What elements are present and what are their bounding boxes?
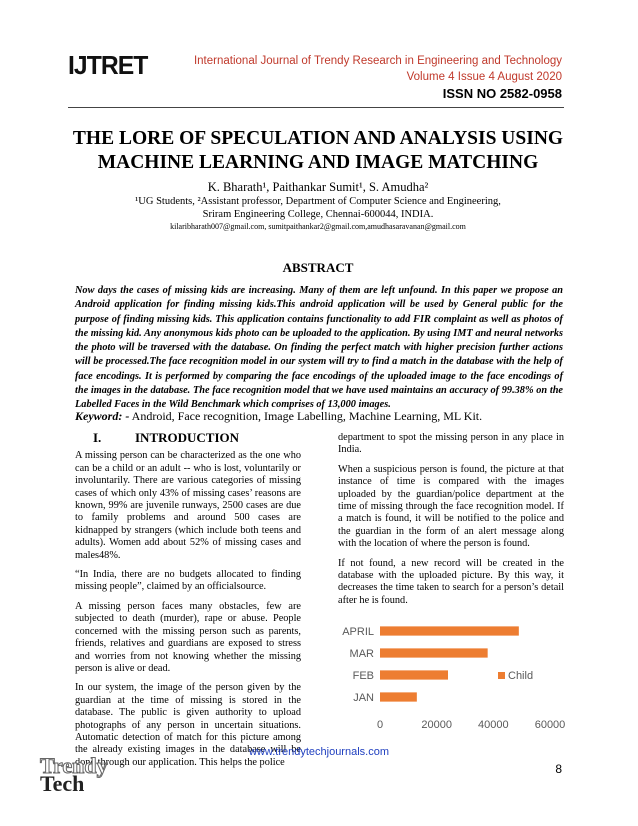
x-tick-label: 60000	[534, 719, 566, 731]
logo-word-trendy: Trendy	[40, 753, 108, 778]
author-emails: kilaribharath007@gmail.com, sumitpaithankar2@gmail.com,amudhasaravanan@gmail.com	[170, 222, 466, 231]
missing-cases-bar-chart	[340, 616, 570, 736]
legend-swatch-child	[498, 672, 505, 679]
category-label-feb: FEB	[352, 670, 374, 682]
affiliation-line-1: ¹UG Students, ²Assistant professor, Department of Computer Science and Engineering,	[135, 196, 501, 207]
category-label-jan: JAN	[353, 692, 374, 704]
paragraph: When a suspicious person is found, the picture at that instance of time is compared with the images uploaded by the guardian/police department at the time of missing through the face recognition model. If a match is found, it will be notified to the police and the guardian in the form of an alert message along with the location of where the person is found.	[338, 463, 564, 550]
bar-april	[380, 626, 519, 635]
x-tick-label: 20000	[421, 719, 452, 731]
journal-logo: IJTRET	[68, 50, 148, 80]
paragraph: “In India, there are no budgets allocated to finding missing people”, claimed by an officialsource.	[75, 569, 301, 593]
affiliation-line-2: Sriram Engineering College, Chennai-600044, INDIA.	[202, 209, 434, 220]
keyword-label: Keyword: -	[75, 409, 130, 423]
category-label-mar: MAR	[349, 648, 374, 660]
section-heading	[75, 432, 301, 444]
left-column	[75, 432, 301, 776]
paragraph: If not found, a new record will be created in the database with the uploaded picture. By this way, it decreases the time taken to search for a person’s detail after he is found.	[338, 557, 564, 606]
journal-name: International Journal of Trendy Research in Engineering and Technology	[193, 55, 562, 67]
paper-title	[68, 127, 568, 175]
bar-jan	[380, 692, 417, 701]
trendy-tech-logo	[40, 753, 108, 796]
paragraph: department to spot the missing person in any place in India.	[338, 432, 564, 456]
volume-issue: Volume 4 Issue 4 August 2020	[406, 71, 562, 83]
page-number: 8	[555, 762, 562, 776]
x-tick-label: 40000	[478, 719, 509, 731]
abstract-text: Now days the cases of missing kids are increasing. Many of them are left unfound. In this paper we propose an Android application for finding missing kids.This android application will be used by General public for the purpose of finding missing kids. This application contains functionality to add FIR complaint as well as photos of the missing kid. Any anonymous kids photo can be uploaded to the application. By using IMT and neural networks the photo will be traversed with the database. On finding the perfect match with higher precision further actions will be processed.The face recognition model in our system will try to find a match in the database with the help of face encodings. It is performed by comparing the face encodings of the uploaded image to the face encodings of the images in the database. The face recognition model that we have used maintains an accuracy of 99.38% on the Labelled Faces in the Wild Benchmark which comprises of 13,000 images.	[75, 285, 563, 411]
header-divider	[68, 107, 564, 108]
section-number: I.	[93, 430, 102, 445]
paragraph: In our system, the image of the person given by the guardian at the time of missing is stored in the database. The public is given authority to upload photographs of any person in uncertain situations. Automatic detection of match for this picture among the already existing images in the database will be done through our application. This helps the police	[75, 682, 301, 768]
x-tick-label: 0	[376, 719, 384, 731]
paragraph: A missing person can be characterized as the one who can be a child or an adult -- who is lost, voluntarily or involuntarily. There are various categories of missing cases of which only 43% of missing cases’ reasons are known, 99% are juvenile runways, 2500 cases are due to family problems and around 500 cases are kidnapped by strangers (which include both teens and adults). Women add about 52% of missing cases and males48%.	[75, 450, 301, 561]
issn-number: ISSN NO 2582-0958	[442, 86, 562, 101]
legend-label-child: Child	[508, 670, 534, 682]
right-column	[338, 432, 564, 614]
bar-mar	[380, 648, 488, 657]
title-line-2: MACHINE LEARNING AND IMAGE MATCHING	[97, 152, 539, 173]
author-list: K. Bharath¹, Paithankar Sumit¹, S. Amudha²	[207, 180, 429, 194]
category-label-april: APRIL	[342, 626, 374, 638]
bar-feb	[380, 670, 448, 679]
logo-word-tech: Tech	[40, 771, 85, 796]
title-line-1: THE LORE OF SPECULATION AND ANALYSIS USING	[72, 128, 564, 149]
paragraph: A missing person faces many obstacles, few are subjected to death (murder), rape or abuse. People concerned with the missing person such as parents, friends, relatives and guardians are exposed to stress and worries from not knowing whether the missing person is alive or dead.	[75, 600, 301, 674]
abstract-heading: ABSTRACT	[282, 260, 354, 275]
section-title: INTRODUCTION	[135, 430, 240, 445]
footer-url[interactable]: www.trendytechjournals.com	[248, 746, 389, 758]
keyword-list: Android, Face recognition, Image Labelling, Machine Learning, ML Kit.	[129, 409, 483, 423]
keywords	[75, 409, 565, 424]
